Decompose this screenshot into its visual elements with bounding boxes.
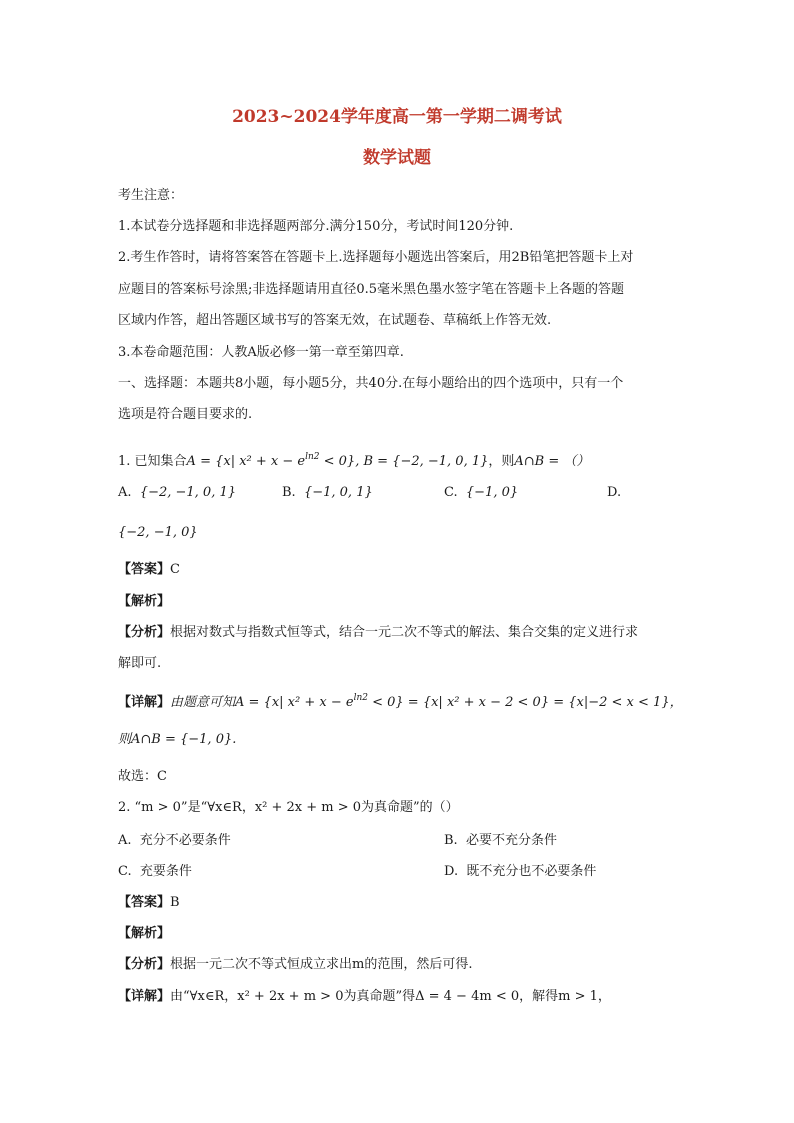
fenxi-text: 根据一元二次不等式恒成立求出m的范围，然后可得. [170, 957, 473, 972]
detail-tag: 【详解】 [118, 989, 171, 1004]
q1-set-a-tail: < 0}, B = {−2, −1, 0, 1} [319, 454, 489, 469]
option-value: 充要条件 [139, 864, 192, 879]
section-heading: 一、选择题：本题共8小题，每小题5分，共40分.在每小题给出的四个选项中，只有一个 [118, 376, 624, 391]
q2-stem: 2. “m > 0”是“∀x∈R，x² + 2x + m > 0为真命题”的（） [118, 800, 459, 815]
notice-line: 2.考生作答时，请将答案答在答题卡上.选择题每小题选出答案后，用2B铅笔把答题卡上对 [118, 250, 634, 265]
option-label: C. [118, 864, 132, 879]
fenxi-tag: 【分析】 [118, 625, 171, 640]
exam-subtitle: 数学试题 [363, 148, 431, 168]
q1-detail [118, 689, 683, 712]
detail-exponent: ln2 [353, 693, 368, 703]
option-label: A. [118, 833, 132, 848]
q1-prefix: 1. 已知集合 [118, 454, 187, 469]
option-value: {−1, 0} [465, 485, 519, 500]
answer-tag: 【答案】 [118, 895, 171, 910]
option-label: B. [282, 485, 296, 500]
q2-option-c [118, 863, 192, 881]
notice-line: 3.本卷命题范围：人教A版必修一第一章至第四章. [118, 345, 404, 360]
option-value: 既不充分也不必要条件 [466, 864, 597, 879]
q1-conclusion: 故选：C [118, 769, 167, 784]
q2-detail [118, 988, 611, 1006]
q1-option-a [118, 484, 236, 502]
detail-tag: 【详解】 [118, 695, 171, 710]
option-label: B. [444, 833, 458, 848]
q1-option-c [444, 484, 518, 502]
q1-analysis-tag: 【解析】 [118, 594, 171, 609]
q1-suffix: ，则 [488, 454, 515, 469]
q1-fenxi [118, 624, 638, 642]
q1-option-d-label: D. [607, 485, 622, 500]
q2-option-d [444, 863, 596, 881]
q1-ask: A∩B = （） [514, 454, 590, 469]
section-heading: 选项是符合题目要求的. [118, 407, 253, 422]
q2-fenxi [118, 956, 472, 974]
q1-stem [118, 448, 589, 471]
answer-value: C [170, 562, 180, 577]
option-value: 充分不必要条件 [139, 833, 231, 848]
answer-tag: 【答案】 [118, 562, 171, 577]
detail-text: 由题意可知A = {x| x² + x − e [170, 695, 354, 710]
option-value: 必要不充分条件 [465, 833, 557, 848]
answer-value: B [170, 895, 180, 910]
option-value: {−2, −1, 0, 1} [139, 485, 237, 500]
q1-option-d-value: {−2, −1, 0} [118, 525, 198, 540]
option-label: A. [118, 485, 132, 500]
detail-text: 由“∀x∈R，x² + 2x + m > 0为真命题”得Δ = 4 − 4m < 0，解得m > 1， [170, 989, 611, 1004]
q2-answer [118, 894, 180, 912]
notice-heading: 考生注意： [118, 188, 184, 203]
notice-line: 1.本试卷分选择题和非选择题两部分.满分150分，考试时间120分钟. [118, 219, 514, 234]
q1-option-b [282, 484, 373, 502]
exam-title: 2023~2024学年度高一第一学期二调考试 [232, 107, 562, 127]
q2-option-a [118, 832, 231, 850]
q2-analysis-tag: 【解析】 [118, 926, 171, 941]
q2-option-b [444, 832, 557, 850]
q1-set-a-exponent: ln2 [305, 452, 320, 462]
q1-answer [118, 561, 180, 579]
q1-detail-line2: 则A∩B = {−1, 0}. [118, 732, 237, 747]
fenxi-tag: 【分析】 [118, 957, 171, 972]
detail-tail: < 0} = {x| x² + x − 2 < 0} = {x|−2 < x < 1}， [367, 695, 683, 710]
option-label: C. [444, 485, 458, 500]
notice-line: 应题目的答案标号涂黑;非选择题请用直径0.5毫米黑色墨水签字笔在答题卡上各题的答题 [118, 282, 625, 297]
option-label: D. [444, 864, 459, 879]
notice-line: 区域内作答，超出答题区域书写的答案无效，在试题卷、草稿纸上作答无效. [118, 313, 552, 328]
option-value: {−1, 0, 1} [303, 485, 373, 500]
q1-fenxi-cont: 解即可. [118, 656, 162, 671]
q1-set-a: A = {x| x² + x − e [186, 454, 306, 469]
fenxi-text: 根据对数式与指数式恒等式，结合一元二次不等式的解法、集合交集的定义进行求 [170, 625, 639, 640]
